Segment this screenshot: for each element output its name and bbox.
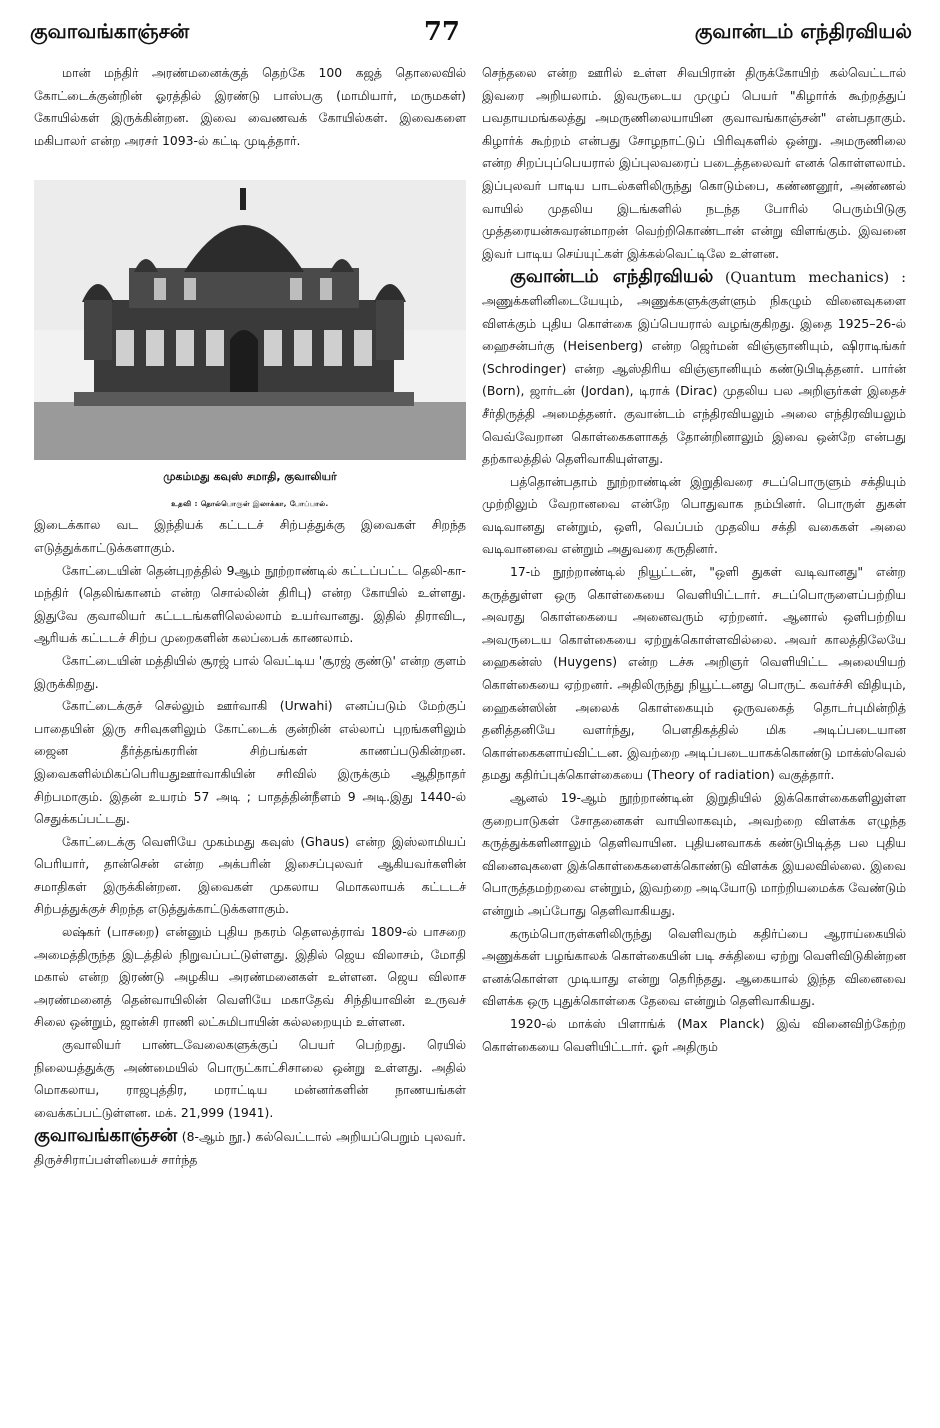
right-column (482, 62, 906, 1058)
figure-caption: முகம்மது கவுஸ் சமாதி, குவாலியர் (163, 470, 337, 484)
entry-text: (8-ஆம் நூ.) கல்வெட்டால் அறியப்பெறும் புலவர். திருச்சிராப்பள்ளியைச் சார்ந்த (34, 1129, 466, 1167)
entry-text: அணுக்களினிடையேயும், அணுக்களுக்குள்ளும் நிகழும் வினைவுகளை விளக்கும் புதிய கொள்கை இப்பெயரால் வழங்குகிறது. இதை 1925–26-ல் ஹைசன்பர்கு (Heisenberg) என்ற ஜெர்மன் விஞ்ஞானியும், ஷிராடிங்கர் (Schrodinger) என்ற ஆஸ்திரிய விஞ்ஞானியும் கண்டுபிடித்தனர். பார்ன் (Born), ஜார்டன் (Jordan), டிராக் (Dirac) முதலிய பல அறிஞர்கள் இதைச் சீர்திருத்தி அமைத்தனர். குவான்டம் எந்திரவியலும் அலை எந்திரவியலும் வெவ்வேறான கொள்கைகளாகத் தோன்றினாலும் இவை ஒன்றே என்பது தற்காலத்தில் தெளிவாகியுள்ளது. (482, 292, 906, 467)
paragraph: கோட்டையின் மத்தியில் சூரஜ் பால் வெட்டிய 'சூரஜ் குண்டு' என்ற குளம் இருக்கிறது. (34, 652, 466, 691)
paragraph: பத்தொன்பதாம் நூற்றாண்டின் இறுதிவரை சடப்பொருளும் சக்தியும் முற்றிலும் வேறானவை என்றே பொதுவாக நம்பினர். பொருள் துகள் வடிவானது என்றும், ஒளி, வெப்பம் முதலிய சக்தி வகைகள் அலை வடிவானவை என்றும் அதுவரை கருதினர். (482, 473, 906, 557)
page-number: 77 (423, 17, 460, 47)
paragraph: கோட்டையின் தென்புறத்தில் 9ஆம் நூற்றாண்டில் கட்டப்பட்ட தெலி-கா-மந்திர் (தெலிங்கானம் என்ற சொல்லின் திரிபு) என்ற கோயில் உள்ளது. இதுவே குவாலியர் கட்டடங்களிலெல்லாம் உயர்வானது. இதில் திராவிட, ஆரியக் கட்டடச் சிற்ப முறைகளின் கலப்பைக் காணலாம். (34, 562, 466, 646)
running-header (30, 8, 912, 56)
paragraph: செந்தலை என்ற ஊரில் உள்ள சிவபிரான் திருக்கோயிற் கல்வெட்டால் இவரை அறியலாம். இவருடைய முழுப் பெயர் "கிழார்க் கூற்றத்துப் பவதாயமங்கலத்து அமருணிலையாயின குவாவங்காஞ்சன்" என்பதாகும். கிழார்க் கூற்றம் என்பது சோழநாட்டுப் பிரிவுகளில் ஒன்று. அமருணிலை என்ற சிறப்புப்பெயரால் இப்புலவரைப் படைத்தலைவர் எனக் கொள்ளலாம். இப்புலவர் பாடிய பாடல்களிலிருந்து கொடும்பை, கண்ணனூர், அண்ணல் வாயில் முதலிய இடங்களில் நடந்த போரில் பெரும்பிடுகு முத்தரையன்சுவரன்மாறன் வெற்றிகொண்டான் என்று விளங்கும். இவனை இவர் பாடிய செய்யுட்கள் இக்கல்வெட்டிலே உள்ளன. (482, 65, 906, 261)
paragraph: கரும்பொருள்களிலிருந்து வெளிவரும் கதிர்ப்பை ஆராய்கையில் அணுக்கள் பழங்காலக் கொள்கையின் படி சக்தியை ஏற்று வெளிவிடுகின்றன எனக்கொள்ள முடியாது என்று தெரிந்தது. ஆகையால் இந்த வினைவை விளக்க ஒரு புதுக்கொள்கை தேவை என்றும் தெளிவாகியது. (482, 925, 906, 1009)
paragraph: ஆனல் 19-ஆம் நூற்றாண்டின் இறுதியில் இக்கொள்கைகளிலுள்ள குறைபாடுகள் சோதனைகள் வாயிலாகவும், அவற்றை விளக்க எழுந்த கருத்துக்களினாலும் தெளிவாயின. புதியனவாகக் கண்டுபிடித்த பல புதிய வினைவுகளை இக்கொள்கைகளைக்கொண்டு விளக்க இயலவில்லை. இவை பொருத்தமற்றவை என்றும், இவற்றை அடியோடு மாற்றியமைக்க வேண்டும் என்றும் அப்போது தெளிவாகியது. (482, 790, 906, 918)
paragraph: 1920-ல் மாக்ஸ் பிளாங்க் (Max Planck) இவ் வினைவிற்கேற்ற கொள்கையை வெளியிட்டார். ஓர் அதிரும் (482, 1015, 906, 1054)
figure-credit: உதவி : தொல்பொருள் இலாக்கா, போப்பால். (171, 499, 329, 508)
entry-paragraph (482, 265, 906, 470)
entry-paragraph (34, 1124, 466, 1171)
header-left-title: குவாவங்காஞ்சன் (30, 18, 190, 43)
left-column (34, 62, 466, 1172)
entry-heading: குவான்டம் எந்திரவியல் (510, 266, 714, 288)
paragraph: இடைக்கால வட இந்தியக் கட்டடச் சிற்பத்துக்கு இவைகள் சிறந்த எடுத்துக்காட்டுக்களாகும். (34, 517, 466, 555)
figure (34, 180, 466, 510)
paragraph: லஷ்கர் (பாசறை) என்னும் புதிய நகரம் தௌலத்ராவ் 1809-ல் பாசறை அமைத்திருந்த இடத்தில் நிறுவப்பட்டுள்ளது. இதில் ஜெய விலாசம், மோதி மகால் என்ற இரண்டு அழகிய அரண்மனைகள் உள்ளன. ஜெய விலாச அரண்மனைத் தென்வாயிலின் வெளியே மகாதேவ் சிந்தியாவின் உருவச் சிலை ஒன்றும், ஜான்சி ராணி லட்சுமிபாயின் கல்லறையும் உள்ளன. (34, 924, 466, 1030)
paragraph: 17-ம் நூற்றாண்டில் நியூட்டன், "ஒளி துகள் வடிவானது" என்ற கருத்துள்ள ஒரு கொள்கையை வெளியிட்டார். சடப்பொருளைப்பற்றிய அவரது கொள்கையை அனைவரும் ஏற்றனர். ஆனால் ஒளிபற்றிய அவருடைய கொள்கையை ஏற்றுக்கொள்ளவில்லை. அவர் காலத்திலேயே ஹைகன்ஸ் (Huygens) என்ற டச்சு அறிஞர் வெளியிட்ட அலையியற் கொள்கையை ஏற்றனர். அதிலிருந்து நியூட்டனது பொருட் கவர்ச்சி விதியும், ஹைகன்ஸின் அலைக் கொள்கையும் ஒருவகைத் தொடர்புமின்றித் தனித்தனியே வளர்ந்து, பௌதிகத்தில் மிக அடிப்படையான கொள்கைகளாய்விட்டன. இவற்றை அடிப்படையாகக்கொண்டு மாக்ஸ்வெல் தமது கதிர்ப்புக்கொள்கையை (Theory of radiation) வகுத்தார். (482, 564, 906, 783)
paragraph: மான் மந்திர் அரண்மனைக்குத் தெற்கே 100 கஜத் தொலைவில் கோட்டைக்குன்றின் ஓரத்தில் இரண்டு பாஸ்பகு (மாமியார், மருமகள்) கோயில்கள் இருக்கின்றன. இவை வைணவக் கோயில்கள். இவைகளை மகிபாலர் என்ற அரசர் 1093-ல் கட்டி முடித்தார். (34, 65, 466, 148)
header-right-title: குவான்டம் எந்திரவியல் (694, 18, 912, 43)
entry-heading-latin: (Quantum mechanics) : (724, 270, 906, 287)
paragraph: கோட்டைக்கு வெளியே முகம்மது கவுஸ் (Ghaus) என்ற இஸ்லாமியப் பெரியார், தான்சென் என்ற அக்பரின் இசைப்புலவர் ஆகியவர்களின் சமாதிகள் இருக்கின்றன. இவைகள் முகலாய மொகலாயக் கட்டடச் சிற்பத்துக்குச் சிறந்த எடுத்துக்காட்டுக்களாகும். (34, 833, 466, 917)
entry-heading: குவாவங்காஞ்சன் (34, 1125, 178, 1147)
tomb-photo (34, 180, 466, 460)
paragraph: கோட்டைக்குச் செல்லும் ஊர்வாகி (Urwahi) எனப்படும் மேற்குப் பாதையின் இரு சரிவுகளிலும் கோட்டைக் குன்றின் எல்லாப் புறங்களிலும் ஜைன தீர்த்தங்கரரின் சிற்பங்கள் காணப்படுகின்றன. இவைகளில்மிகப்பெரியதுஊர்வாகியின் சரிவில் இருக்கும் ஆதிநாதர் சிற்பமாகும். இதன் உயரம் 57 அடி ; பாதத்தின்நீளம் 9 அடி.இது 1440-ல் செதுக்கப்பட்டது. (34, 698, 466, 827)
paragraph: குவாலியர் பாண்டவேலைகளுக்குப் பெயர் பெற்றது. ரெயில் நிலையத்துக்கு அண்மையில் பொருட்காட்சிசாலை ஒன்று உள்ளது. அதில் மொகலாய, ராஜபுத்திர, மராட்டிய மன்னர்களின் நாணயங்கள் வைக்கப்பட்டுள்ளன. மக். 21,999 (1941). (34, 1037, 466, 1120)
